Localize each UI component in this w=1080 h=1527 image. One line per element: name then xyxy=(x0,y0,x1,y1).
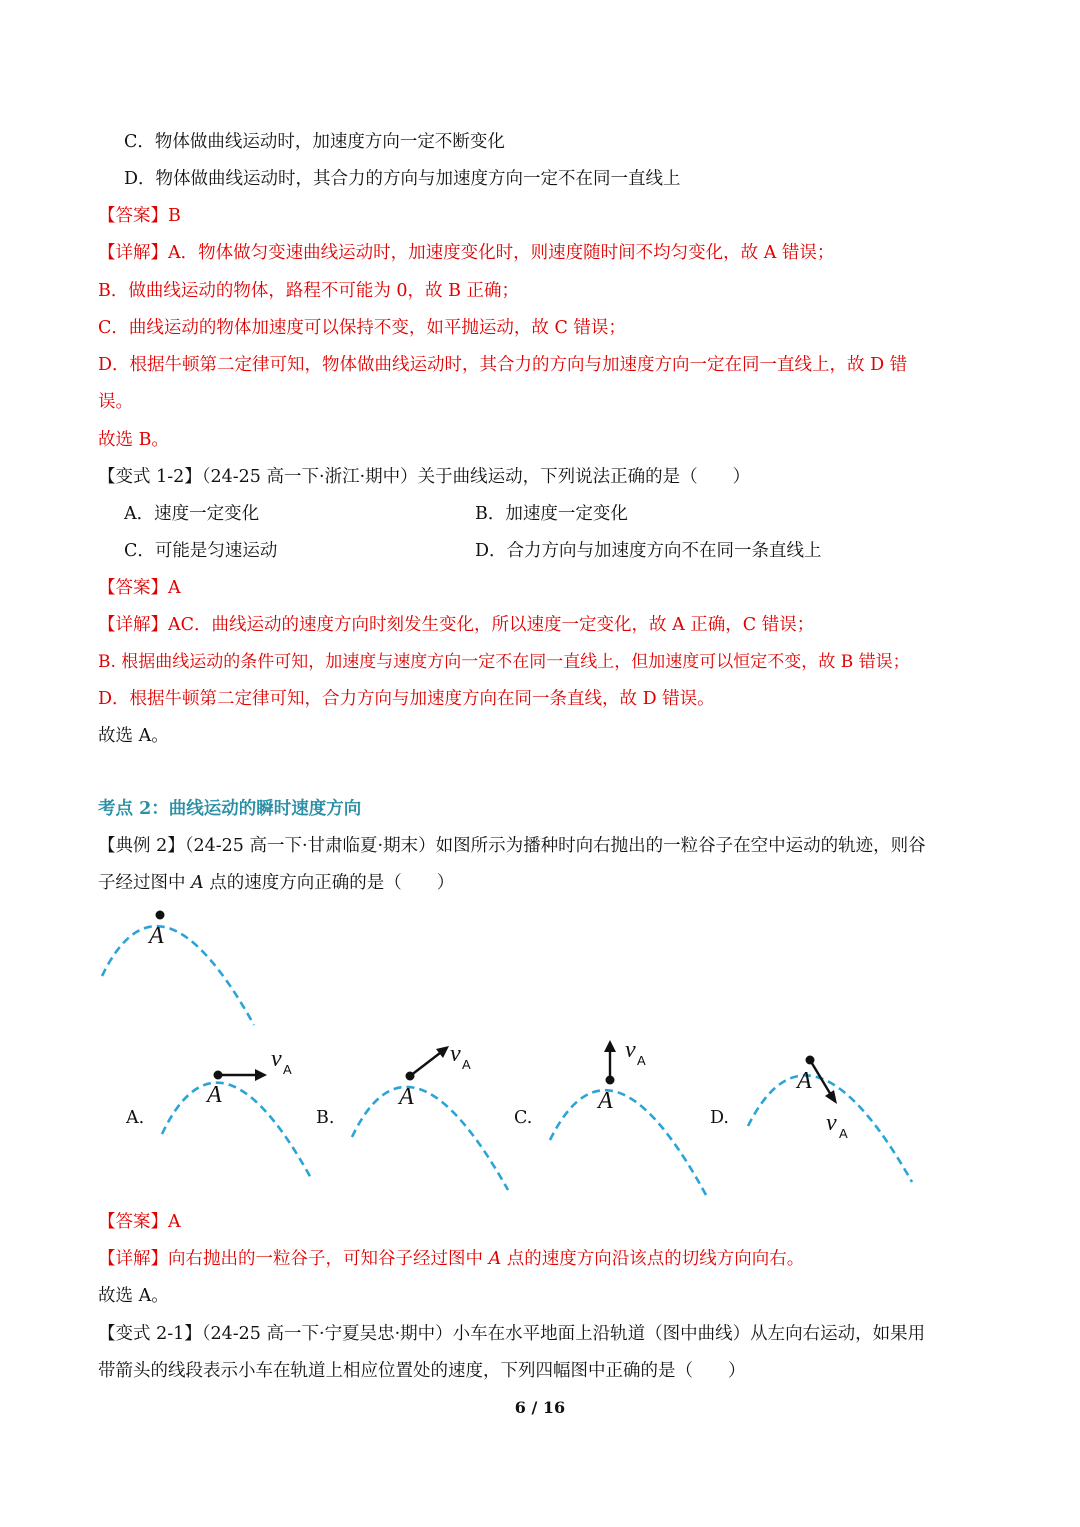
conclusion: 故选 B。 xyxy=(98,430,169,450)
main-trajectory xyxy=(102,926,254,1025)
option-b: B．加速度一定变化 xyxy=(475,504,628,524)
answer-value: B xyxy=(168,206,181,226)
velocity-subscript: A xyxy=(637,1053,646,1068)
option-d: D．物体做曲线运动时，其合力的方向与加速度方向一定不在同一直线上 xyxy=(124,169,681,189)
velocity-arrow-b xyxy=(410,1053,440,1076)
detail-tag: 【详解】 xyxy=(98,615,168,635)
trajectory-a xyxy=(162,1083,312,1180)
point-a-label: A xyxy=(399,1084,414,1110)
detail-tag: 【详解】 xyxy=(98,1249,168,1269)
question-stem-1: 【典例 2】（24-25 高一下·甘肃临夏·期末）如图所示为播种时向右抛出的一粒谷子在空中运动的轨迹，则谷 xyxy=(98,836,926,856)
option-d: D．合力方向与加速度方向不在同一条直线上 xyxy=(475,541,822,561)
arrowhead-c xyxy=(604,1040,616,1052)
conclusion: 故选 A。 xyxy=(98,726,169,746)
conclusion: 故选 A。 xyxy=(98,1286,169,1306)
option-c: C．物体做曲线运动时，加速度方向一定不断变化 xyxy=(124,132,505,152)
answer-tag: 【答案】 xyxy=(98,206,168,226)
stem-point: A xyxy=(191,873,204,893)
detail-d-1: D．根据牛顿第二定律可知，物体做曲线运动时，其合力的方向与加速度方向一定在同一直线上，故 D 错 xyxy=(98,355,908,375)
arrowhead-d xyxy=(825,1090,837,1104)
detail-b: B. 根据曲线运动的条件可知，加速度与速度方向一定不在同一直线上，但加速度可以恒定不变，故 B 错误； xyxy=(98,652,910,672)
answer-tag: 【答案】 xyxy=(98,1212,168,1232)
answer-line xyxy=(98,1210,181,1234)
point-a-dot xyxy=(214,1071,223,1080)
answer-value: A xyxy=(168,578,181,598)
question-stem: 【变式 1-2】（24-25 高一下·浙江·期中）关于曲线运动，下列说法正确的是（ ） xyxy=(98,467,751,487)
trajectory-b xyxy=(352,1087,508,1190)
trajectory-c xyxy=(550,1090,706,1195)
option-c: C．可能是匀速运动 xyxy=(124,541,278,561)
choice-c-label: C. xyxy=(514,1108,533,1128)
choice-d-label: D. xyxy=(710,1108,729,1128)
detail-text: 点的速度方向沿该点的切线方向向右。 xyxy=(501,1249,805,1269)
velocity-label: v xyxy=(625,1037,636,1063)
detail-tag: 【详解】 xyxy=(98,243,168,263)
velocity-arrow-d xyxy=(810,1060,831,1095)
detail-b: B．做曲线运动的物体，路程不可能为 0，故 B 正确； xyxy=(98,281,520,301)
point-a-label: A xyxy=(797,1068,812,1094)
section-heading: 考点 2：曲线运动的瞬时速度方向 xyxy=(98,799,362,819)
point-a-dot xyxy=(406,1072,415,1081)
detail-line xyxy=(98,1247,804,1271)
question-stem-1: 【变式 2-1】（24-25 高一下·宁夏吴忠·期中）小车在水平地面上沿轨道（图中曲线）从左向右运动，如果用 xyxy=(98,1324,926,1344)
stem-text: 点的速度方向正确的是（ ） xyxy=(203,873,455,893)
point-a-label: A xyxy=(149,923,164,949)
velocity-label: v xyxy=(271,1046,282,1072)
detail-d-2: 误。 xyxy=(98,392,133,412)
detail-text: A．物体做匀变速曲线运动时，加速度变化时，则速度随时间不均匀变化，故 A 错误； xyxy=(168,243,835,263)
detail-c: C．曲线运动的物体加速度可以保持不变，如平抛运动，故 C 错误； xyxy=(98,318,626,338)
answer-value: A xyxy=(168,1212,181,1232)
velocity-label: v xyxy=(450,1041,461,1067)
question-stem-2: 带箭头的线段表示小车在轨道上相应位置处的速度，下列四幅图中正确的是（ ） xyxy=(98,1361,746,1381)
detail-text: AC．曲线运动的速度方向时刻发生变化，所以速度一定变化，故 A 正确，C 错误； xyxy=(168,615,815,635)
arrowhead-b xyxy=(436,1046,449,1058)
detail-text: 向右抛出的一粒谷子，可知谷子经过图中 xyxy=(168,1249,489,1269)
option-a: A．速度一定变化 xyxy=(124,504,260,524)
velocity-label: v xyxy=(826,1110,837,1136)
stem-text: 子经过图中 xyxy=(98,873,192,893)
arrowhead-a xyxy=(255,1069,267,1081)
answer-tag: 【答案】 xyxy=(98,578,168,598)
choice-a-label: A. xyxy=(126,1108,145,1128)
choice-b-label: B. xyxy=(316,1108,335,1128)
velocity-subscript: A xyxy=(839,1126,848,1141)
detail-d: D．根据牛顿第二定律可知，合力方向与加速度方向在同一条直线，故 D 错误。 xyxy=(98,689,715,709)
point-a-dot xyxy=(156,911,165,920)
velocity-subscript: A xyxy=(283,1062,292,1077)
point-a-dot xyxy=(606,1076,615,1085)
detail-point: A xyxy=(488,1249,502,1269)
page-number: 6 / 16 xyxy=(514,1398,566,1417)
point-a-label: A xyxy=(598,1088,613,1114)
velocity-subscript: A xyxy=(462,1057,471,1072)
point-a-dot xyxy=(806,1056,815,1065)
point-a-label: A xyxy=(207,1082,222,1108)
